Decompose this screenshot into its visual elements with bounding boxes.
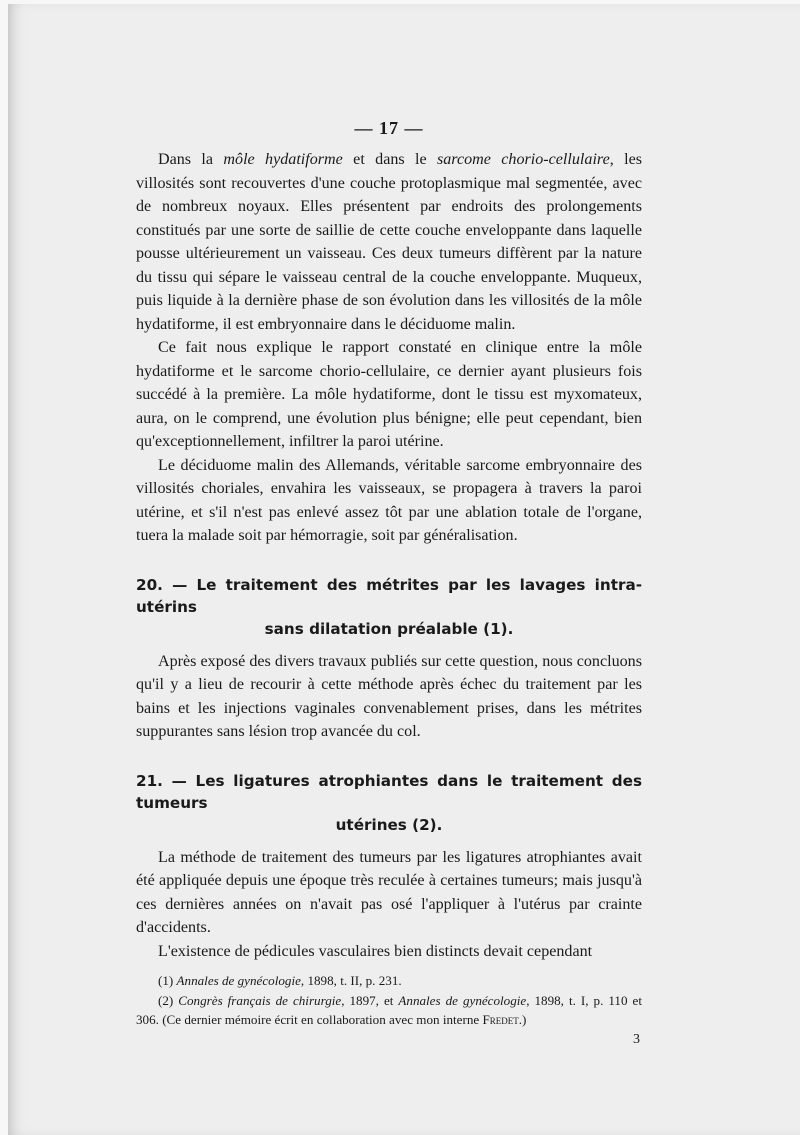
footnote-ref: , 1898, t. I, p. 110 et 306. (Ce dernier mémoire écrit en collaboration avec mon interne xyxy=(136,992,642,1027)
section-20-title-line2: sans dilatation préalable (1). xyxy=(264,619,514,638)
section-20-title-line1: 20. — Le traitement des métrites par les lavages intra-utérins xyxy=(136,575,642,616)
footnote-marker: (1) xyxy=(158,973,177,988)
section-21-body-1: La méthode de traitement des tumeurs par les ligatures atrophiantes avait été appliquée depuis une époque très reculée à certaines tumeurs; mais jusqu'à ces dernières années on n'avait pas osé l'appliquer à l'utérus par crainte d'accidents. xyxy=(136,848,642,936)
paragraph-deciduome: Le déciduome malin des Allemands, véritable sarcome embryonnaire des villosités choriales, envahira les vaisseaux, se propagera à travers la paroi utérine, et s'il n'est pas enlevé assez tôt par une ablation totale de l'organe, tuera la malade soit par hémorragie, soit par généralisation. xyxy=(136,456,642,544)
section-20-heading xyxy=(136,574,642,640)
italic-term: môle hydatiforme xyxy=(223,151,343,168)
page-number: — 17 — xyxy=(354,118,424,138)
section-21-title-line1: 21. — Les ligatures atrophiantes dans le traitement des tumeurs xyxy=(136,771,642,812)
section-21-title-line2: utérines (2). xyxy=(335,815,443,834)
footnote-author-name: Fredet xyxy=(482,1012,519,1027)
section-21-heading xyxy=(136,770,642,836)
text-run: , les villosités sont recouvertes d'une couche protoplasmique mal segmentée, avec de nombreux noyaux. Elles présentent par endroits des prolongements constitués par une sorte de saillie de cette couche enveloppante dans laquelle pousse ultérieurement un vaisseau. Ces deux tumeurs diffèrent par la nature du tissu qui sépare le vaisseau central de la couche enveloppante. Muqueux, puis liquide à la dernière phase de son évolution dans les villosités de la môle hydatiforme, il est embryonnaire dans le déciduome malin. xyxy=(136,151,642,333)
page-left-edge xyxy=(0,0,8,1135)
footnotes xyxy=(136,971,642,1030)
page-content xyxy=(136,118,642,1048)
signature-mark: 3 xyxy=(633,1031,640,1047)
footnote-title: Annales de gynécologie xyxy=(176,973,301,988)
footnote-ref: .) xyxy=(518,1012,527,1027)
footnote-1 xyxy=(136,971,642,991)
footnote-2 xyxy=(136,991,642,1030)
paragraph-rapport-clinique: Ce fait nous explique le rapport constaté en clinique entre la môle hydatiforme et le sarcome chorio-cellulaire, ce dernier ayant plusieurs fois succédé à la première. La môle hydatiforme, dont le tissu est myxomateux, aura, on le comprend, une évolution plus bénigne; elle peut cependant, bien qu'exceptionnellement, infiltrer la paroi utérine. xyxy=(136,339,642,450)
footnote-marker: (2) xyxy=(158,992,179,1008)
footnote-ref: , 1898, t. II, p. 231. xyxy=(300,973,402,988)
footnote-title: Congrès français de chirurgie xyxy=(178,992,342,1008)
text-run: Dans la xyxy=(158,151,224,168)
text-run: et dans le xyxy=(342,151,437,168)
footnote-title: Annales de gynécologie xyxy=(398,992,527,1008)
section-21-body-2: L'existence de pédicules vasculaires bien distincts devait cependant xyxy=(158,942,593,960)
section-20-body: Après exposé des divers travaux publiés sur cette question, nous concluons qu'il y a lieu de recourir à cette méthode après échec du traitement par les bains et les injections vaginales convenablement prises, dans les métrites suppurantes sans lésion trop avancée du col. xyxy=(136,652,642,740)
footnote-ref: , 1897, et xyxy=(341,992,399,1008)
paragraph-mole-hydatiforme xyxy=(136,148,642,336)
document-page xyxy=(8,4,800,1135)
italic-term: sarcome chorio-cellulaire xyxy=(436,151,610,168)
